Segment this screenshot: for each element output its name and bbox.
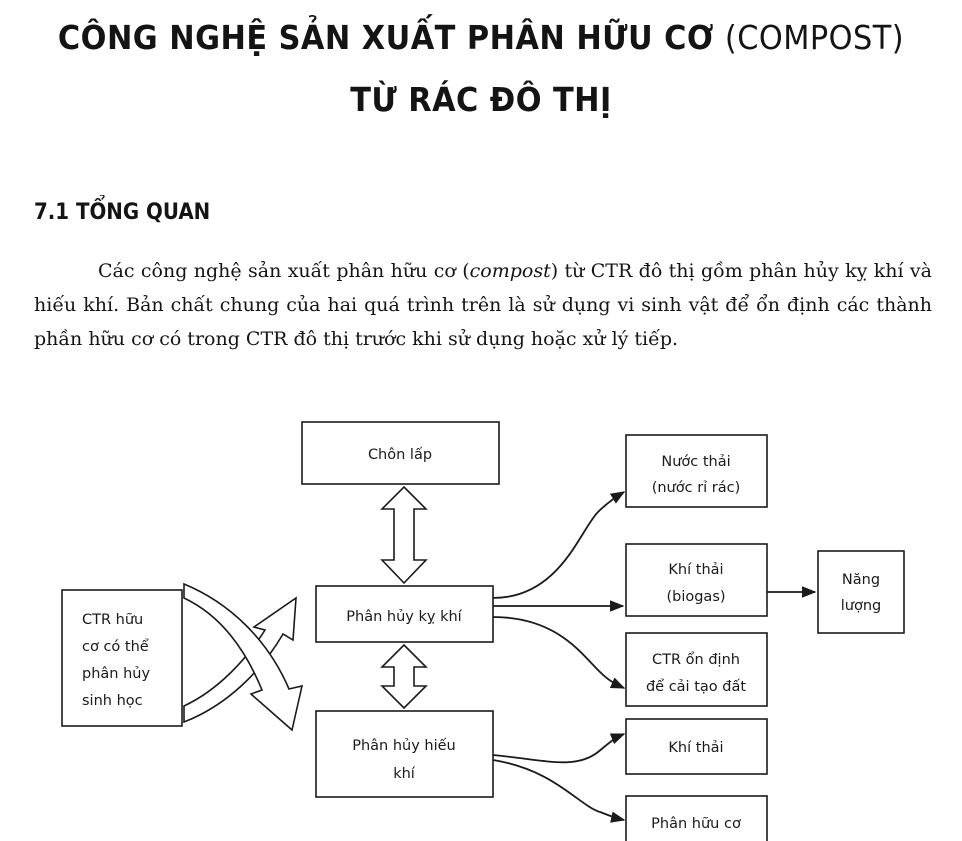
anaerobic-to-stable-line	[493, 617, 624, 688]
biogas-box	[626, 544, 767, 616]
stable-label-2: để cải tạo đất	[645, 679, 747, 695]
leachate-box	[626, 435, 767, 507]
input-label-3: phân hủy	[82, 666, 151, 682]
anaerobic-aerobic-arrow	[382, 645, 426, 708]
page-title-line-2: TỪ RÁC ĐÔ THỊ	[350, 80, 612, 119]
input-label-4: sinh học	[82, 693, 143, 709]
landfill-anaerobic-arrow	[382, 487, 426, 583]
aerobic-label-2: khí	[393, 766, 415, 782]
section-heading: 7.1 TỔNG QUAN	[34, 200, 211, 225]
aerobic-label-1: Phân hủy hiếu	[352, 738, 456, 754]
landfill-label: Chôn lấp	[367, 447, 433, 463]
energy-box	[818, 551, 904, 633]
stable-label-1: CTR ổn định	[652, 652, 740, 668]
compost-label: Phân hữu cơ	[651, 816, 741, 832]
biogas-label-2: (biogas)	[666, 589, 726, 605]
para-part-1: Các công nghệ sản xuất phân hữu cơ (	[98, 260, 470, 282]
energy-label-2: lượng	[840, 598, 882, 614]
energy-label-1: Năng	[841, 572, 881, 588]
para-italic: compost	[469, 260, 551, 282]
leachate-label-1: Nước thải	[661, 454, 731, 470]
aerobic-to-compost-line	[493, 760, 624, 820]
input-label-1: CTR hữu	[82, 612, 144, 628]
anaerobic-to-leachate-line	[493, 492, 624, 598]
leachate-label-2: (nước rỉ rác)	[651, 480, 741, 496]
anaerobic-label: Phân hủy kỵ khí	[346, 609, 462, 625]
title-light: (COMPOST)	[724, 18, 905, 57]
input-label-2: cơ có thể	[82, 639, 149, 655]
exhaust-label: Khí thải	[668, 740, 724, 756]
stable-box	[626, 633, 767, 706]
para-part-2: ) từ CTR đô thị gồm phân hủy kỵ khí và hiếu khí. Bản chất chung của hai quá trình trên là sử dụng vi sinh vật để ổn định các thành phần hữu cơ có trong CTR đô thị trước khi sử dụng hoặc xử lý tiếp.	[34, 260, 932, 350]
title-bold: CÔNG NGHỆ SẢN XUẤT PHÂN HỮU CƠ	[57, 18, 714, 57]
aerobic-box	[316, 711, 493, 797]
aerobic-to-exhaust-line	[493, 734, 624, 762]
biogas-label-1: Khí thải	[668, 562, 724, 578]
